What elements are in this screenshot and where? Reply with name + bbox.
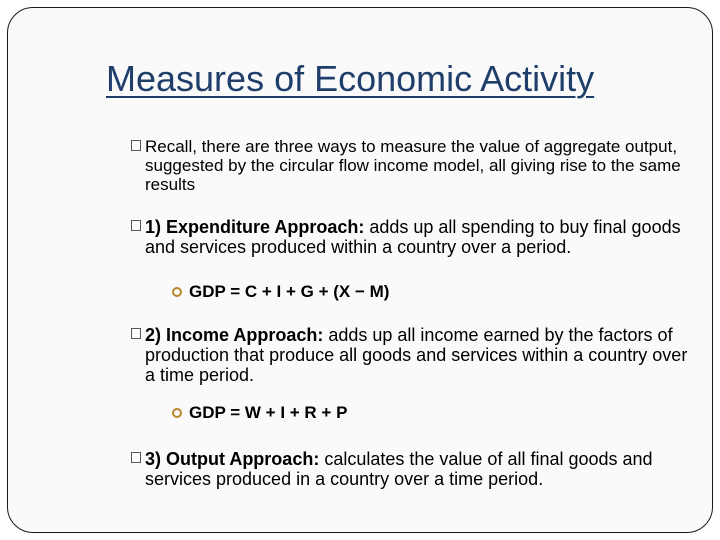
ring-bullet-icon (172, 408, 182, 418)
expenditure-text: adds up all spending to buy final goods and services produced within a country over a period. (145, 217, 681, 257)
income-label: 2) Income Approach: (145, 325, 324, 345)
slide-title: Measures of Economic Activity (106, 58, 595, 99)
income-formula: GDP = W + I + R + P (172, 403, 347, 423)
output-paragraph (131, 449, 691, 489)
expenditure-formula: GDP = C + I + G + (X − M) (172, 282, 389, 302)
expenditure-paragraph (131, 217, 691, 257)
intro-paragraph (131, 137, 691, 194)
square-bullet-icon (131, 328, 141, 339)
output-label: 3) Output Approach: (145, 449, 320, 469)
output-text: calculates the value of all final goods and services produced in a country over a time period. (145, 449, 653, 489)
income-paragraph (131, 325, 691, 385)
income-text: adds up all income earned by the factors of production that produce all goods and services within a country over a time period. (145, 325, 688, 385)
square-bullet-icon (131, 220, 141, 231)
ring-bullet-icon (172, 287, 182, 297)
intro-text: Recall, there are three ways to measure the value of aggregate output, suggested by the circular flow income model, all giving rise to the same results (145, 137, 681, 194)
expenditure-label: 1) Expenditure Approach: (145, 217, 365, 237)
square-bullet-icon (131, 452, 141, 463)
square-bullet-icon (131, 140, 141, 151)
